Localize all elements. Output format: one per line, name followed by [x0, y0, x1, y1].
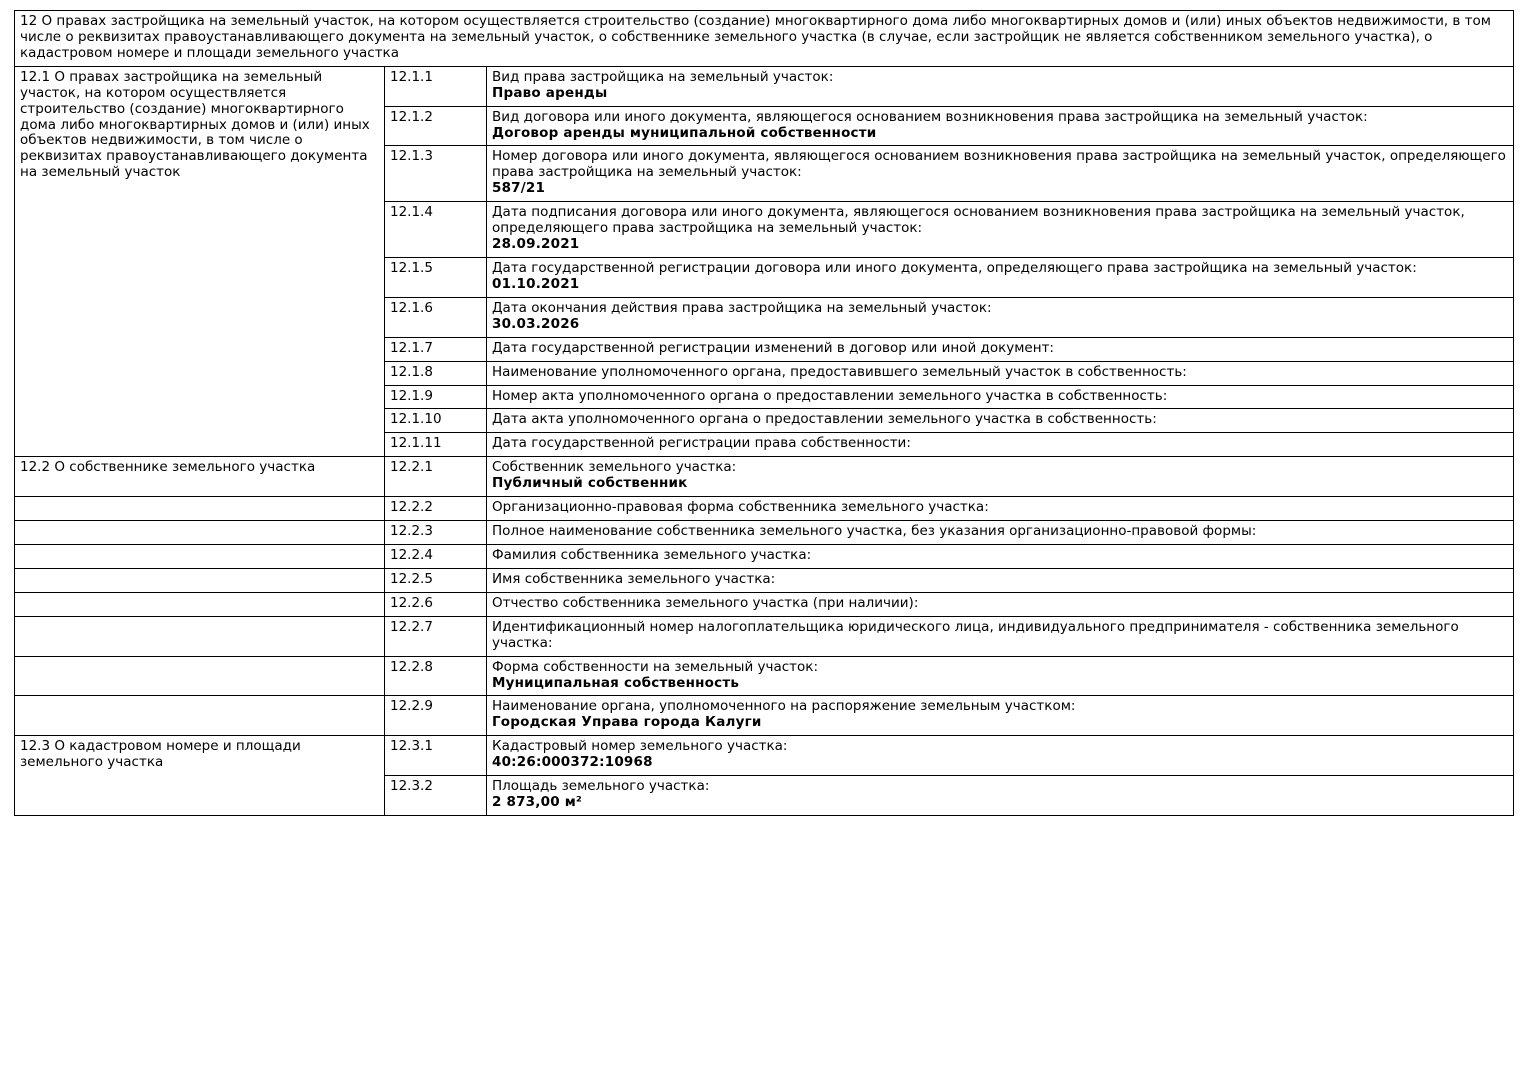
row-label: Организационно-правовая форма собственника земельного участка:	[492, 499, 989, 516]
row-label: Номер акта уполномоченного органа о предоставлении земельного участка в собственность:	[492, 387, 1168, 404]
group-spacer	[15, 544, 385, 568]
row-label: Площадь земельного участка:	[492, 778, 710, 795]
row-number: 12.1.1	[385, 66, 487, 106]
table-row	[15, 592, 1514, 616]
group-spacer	[15, 568, 385, 592]
row-number: 12.2.4	[385, 544, 487, 568]
row-number: 12.2.8	[385, 656, 487, 696]
row-content	[487, 776, 1514, 816]
row-content	[487, 616, 1514, 656]
row-content	[487, 66, 1514, 106]
group-spacer	[15, 696, 385, 736]
section-header-row	[15, 11, 1514, 67]
row-content	[487, 297, 1514, 337]
row-value: Муниципальная собственность	[492, 674, 740, 691]
row-label: Вид права застройщика на земельный участок:	[492, 68, 834, 85]
row-content	[487, 257, 1514, 297]
row-number: 12.2.9	[385, 696, 487, 736]
row-label: Номер договора или иного документа, являющегося основанием возникновения права застройщика на земельный участок, определяющего права застройщика на земельный участок:	[492, 148, 1506, 181]
row-label: Дата подписания договора или иного документа, являющегося основанием возникновения права застройщика на земельный участок, определяющего права застройщика на земельный участок:	[492, 204, 1465, 237]
group-spacer	[15, 497, 385, 521]
table-row	[15, 696, 1514, 736]
row-content	[487, 568, 1514, 592]
row-number: 12.2.2	[385, 497, 487, 521]
row-number: 12.1.2	[385, 106, 487, 146]
row-number: 12.2.6	[385, 592, 487, 616]
row-label: Полное наименование собственника земельного участка, без указания организационно-правовой формы:	[492, 523, 1257, 540]
row-value: 2 873,00 м²	[492, 794, 583, 811]
row-value: 587/21	[492, 180, 546, 197]
row-content	[487, 202, 1514, 258]
row-label: Дата окончания действия права застройщика на земельный участок:	[492, 299, 992, 316]
row-number: 12.1.8	[385, 361, 487, 385]
table-row	[15, 568, 1514, 592]
row-value: Городская Управа города Калуги	[492, 714, 762, 731]
row-number: 12.2.3	[385, 521, 487, 545]
row-content	[487, 361, 1514, 385]
row-number: 12.2.5	[385, 568, 487, 592]
row-content	[487, 385, 1514, 409]
row-number: 12.1.7	[385, 337, 487, 361]
row-number: 12.1.3	[385, 146, 487, 202]
group-spacer	[15, 656, 385, 696]
row-value: Публичный собственник	[492, 475, 688, 492]
row-content	[487, 656, 1514, 696]
row-content	[487, 433, 1514, 457]
row-content	[487, 146, 1514, 202]
table-row	[15, 656, 1514, 696]
row-label: Кадастровый номер земельного участка:	[492, 738, 788, 755]
group-spacer	[15, 616, 385, 656]
row-value: 28.09.2021	[492, 236, 580, 253]
table-row	[15, 736, 1514, 776]
table-row	[15, 544, 1514, 568]
table-row	[15, 66, 1514, 106]
row-label: Собственник земельного участка:	[492, 459, 737, 476]
row-value: 40:26:000372:10968	[492, 754, 653, 771]
row-content	[487, 106, 1514, 146]
row-label: Имя собственника земельного участка:	[492, 570, 776, 587]
group-spacer	[15, 521, 385, 545]
row-label: Дата государственной регистрации права собственности:	[492, 435, 911, 452]
row-value: 30.03.2026	[492, 315, 580, 332]
row-content	[487, 521, 1514, 545]
row-number: 12.1.9	[385, 385, 487, 409]
row-content	[487, 497, 1514, 521]
row-number: 12.1.6	[385, 297, 487, 337]
row-label: Отчество собственника земельного участка (при наличии):	[492, 594, 919, 611]
row-label: Дата государственной регистрации договора или иного документа, определяющего права застройщика на земельный участок:	[492, 259, 1417, 276]
row-content	[487, 592, 1514, 616]
row-number: 12.2.7	[385, 616, 487, 656]
group-title-12-3: 12.3 О кадастровом номере и площади земельного участка	[15, 736, 385, 816]
group-title-12-2: 12.2 О собственнике земельного участка	[15, 457, 385, 497]
row-value: 01.10.2021	[492, 275, 580, 292]
row-content	[487, 337, 1514, 361]
row-content	[487, 696, 1514, 736]
row-number: 12.2.1	[385, 457, 487, 497]
group-title-12-1: 12.1 О правах застройщика на земельный участок, на котором осуществляется строительство (создание) многоквартирного дома либо многоквартирных домов и (или) иных объектов недвижимости, в том числе о реквизитах правоустанавливающего документа на земельный участок	[15, 66, 385, 457]
row-content	[487, 457, 1514, 497]
row-label: Идентификационный номер налогоплательщика юридического лица, индивидуального предпринимателя - собственника земельного участка:	[492, 618, 1459, 651]
row-label: Форма собственности на земельный участок:	[492, 658, 819, 675]
row-value: Право аренды	[492, 84, 608, 101]
table-row	[15, 616, 1514, 656]
table-row	[15, 457, 1514, 497]
row-number: 12.1.4	[385, 202, 487, 258]
row-number: 12.1.11	[385, 433, 487, 457]
row-label: Дата государственной регистрации изменений в договор или иной документ:	[492, 339, 1054, 356]
group-spacer	[15, 592, 385, 616]
row-label: Наименование уполномоченного органа, предоставившего земельный участок в собственность:	[492, 363, 1187, 380]
row-label: Вид договора или иного документа, являющегося основанием возникновения права застройщика на земельный участок:	[492, 108, 1368, 125]
row-content	[487, 736, 1514, 776]
row-label: Фамилия собственника земельного участка:	[492, 546, 812, 563]
row-value: Договор аренды муниципальной собственности	[492, 124, 877, 141]
row-content	[487, 409, 1514, 433]
row-number: 12.1.5	[385, 257, 487, 297]
table-row	[15, 497, 1514, 521]
row-number: 12.1.10	[385, 409, 487, 433]
table-row	[15, 521, 1514, 545]
row-number: 12.3.1	[385, 736, 487, 776]
row-label: Дата акта уполномоченного органа о предоставлении земельного участка в собственность:	[492, 411, 1157, 428]
section-header: 12 О правах застройщика на земельный участок, на котором осуществляется строительство (создание) многоквартирного дома либо многоквартирных домов и (или) иных объектов недвижимости, в том числе о реквизитах правоустанавливающего документа на земельный участок, о собственнике земельного участка (в случае, если застройщик не является собственником земельного участка), о кадастровом номере и площади земельного участка	[15, 11, 1514, 67]
row-content	[487, 544, 1514, 568]
row-number: 12.3.2	[385, 776, 487, 816]
land-rights-table	[14, 10, 1514, 816]
row-label: Наименование органа, уполномоченного на распоряжение земельным участком:	[492, 698, 1076, 715]
